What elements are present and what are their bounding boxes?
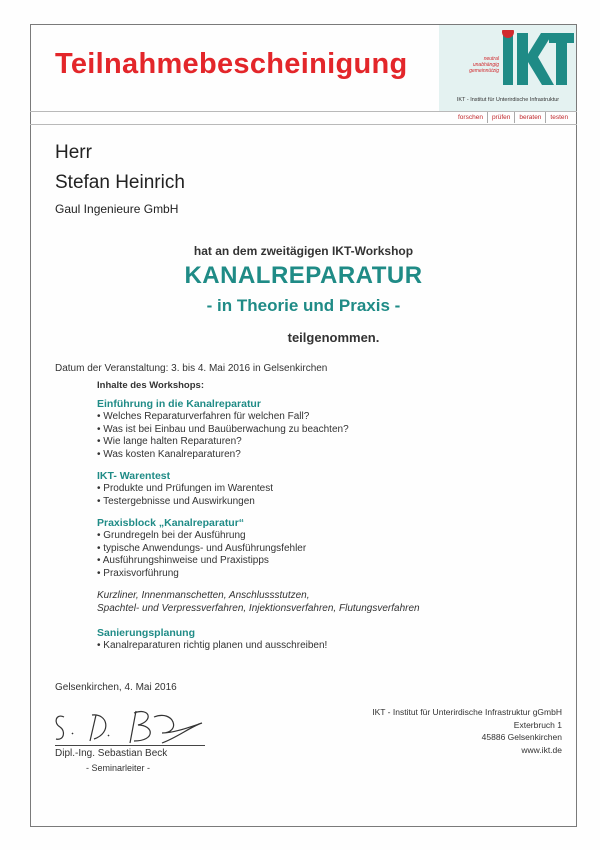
contents-block <box>97 517 537 580</box>
block-title: Praxisblock „Kanalreparatur“ <box>97 517 245 529</box>
recipient-name: Stefan Heinrich <box>55 172 185 193</box>
logo-menu-item: prüfen <box>487 112 514 123</box>
address-line: Exterbruch 1 <box>513 719 562 730</box>
workshop-ending: teilgenommen. <box>287 330 380 345</box>
block-title: IKT- Warentest <box>97 470 171 482</box>
place-date: Gelsenkirchen, 4. Mai 2016 <box>55 682 177 693</box>
workshop-contents <box>97 380 537 662</box>
list-item: • Was kosten Kanalreparaturen? <box>97 448 241 460</box>
recipient-salutation: Herr <box>55 142 92 163</box>
list-item: • Ausführungshinweise und Praxistipps <box>97 555 269 566</box>
address-line: 45886 Gelsenkirchen <box>481 732 562 742</box>
methods-list <box>97 589 537 615</box>
workshop-title: KANALREPARATUR <box>184 262 423 289</box>
contents-block <box>97 627 537 653</box>
header-divider-bottom <box>30 124 577 125</box>
recipient-company: Gaul Ingenieure GmbH <box>55 202 179 216</box>
logo-menu-item: testen <box>545 112 572 123</box>
logo-menu-item: beraten <box>514 112 545 123</box>
logo-tagline: neutral unabhängig gemeinnützig <box>469 56 499 74</box>
event-date: Datum der Veranstaltung: 3. bis 4. Mai 2016 in Gelsenkirchen <box>55 363 328 374</box>
list-item: • Wie lange halten Reparaturen? <box>97 436 242 447</box>
contents-block <box>97 398 537 461</box>
logo-menu-item: forschen <box>458 114 483 121</box>
list-item: • Testergebnisse und Auswirkungen <box>97 495 255 507</box>
signature-line <box>55 745 205 746</box>
methods-line: Spachtel- und Verpressverfahren, Injektionsverfahren, Flutungsverfahren <box>97 603 420 614</box>
signature-image <box>50 703 220 751</box>
list-item: • typische Anwendungs- und Ausführungsfehler <box>97 542 307 554</box>
ikt-logo-icon <box>501 30 575 88</box>
workshop-subtitle: - in Theorie und Praxis - <box>206 296 401 315</box>
contents-block <box>97 470 537 508</box>
list-item: • Welches Reparaturverfahren für welchen Fall? <box>97 411 310 422</box>
contents-heading: Inhalte des Workshops: <box>97 380 204 391</box>
logo-subtitle: IKT - Institut für Unterirdische Infrastruktur <box>456 97 560 103</box>
signer-name: Dipl.-Ing. Sebastian Beck <box>55 748 168 759</box>
list-item: • Was ist bei Einbau und Bauüberwachung zu beachten? <box>97 423 349 435</box>
list-item: • Produkte und Prüfungen im Warentest <box>97 483 274 494</box>
certificate-title: Teilnahmebescheinigung <box>55 48 408 80</box>
list-item: • Kanalreparaturen richtig planen und ausschreiben! <box>97 640 328 651</box>
address-line: IKT - Institut für Unterirdische Infrastruktur gGmbH <box>372 707 562 717</box>
list-item: • Grundregeln bei der Ausführung <box>97 530 246 541</box>
block-title: Sanierungsplanung <box>97 627 196 639</box>
logo-menu <box>454 112 572 123</box>
institute-address <box>372 706 562 756</box>
workshop-intro: hat an dem zweitägigen IKT-Workshop <box>193 244 414 258</box>
block-title: Einführung in die Kanalreparatur <box>97 398 261 410</box>
signer-role: - Seminarleiter - <box>86 763 151 773</box>
address-line: www.ikt.de <box>521 744 562 755</box>
methods-line: Kurzliner, Innenmanschetten, Anschlussstutzen, <box>97 590 310 601</box>
list-item: • Praxisvorführung <box>97 567 179 579</box>
